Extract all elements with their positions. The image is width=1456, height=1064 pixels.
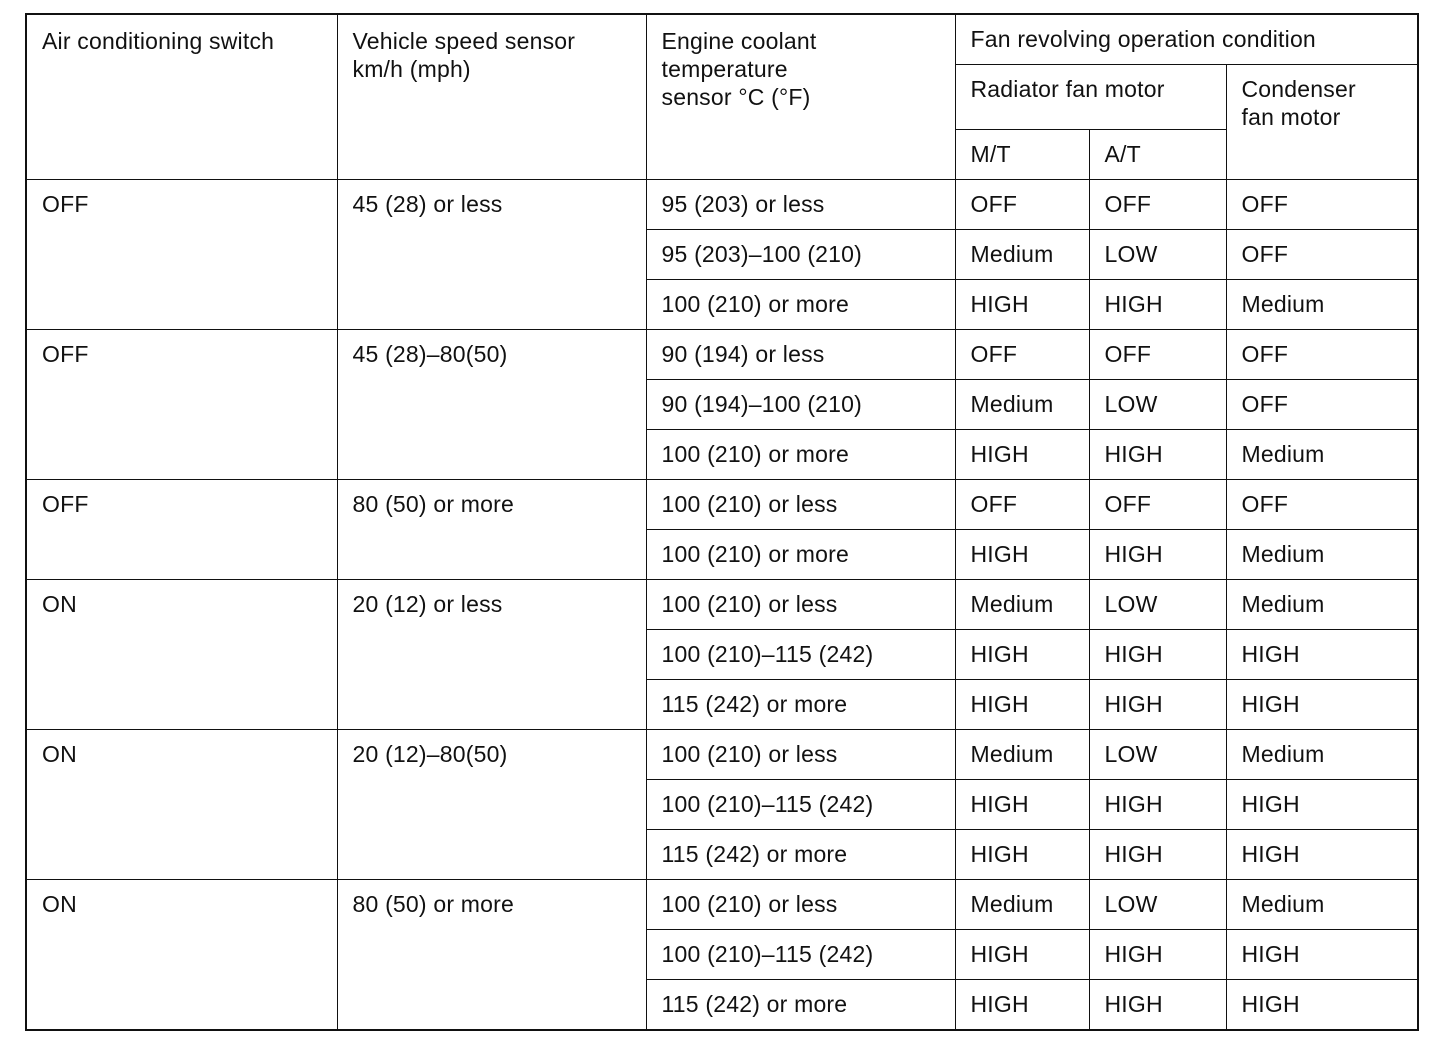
mt-cell: Medium: [955, 380, 1089, 430]
condenser-cell: Medium: [1226, 880, 1418, 930]
mt-cell: HIGH: [955, 930, 1089, 980]
at-cell: LOW: [1089, 880, 1226, 930]
condenser-cell: HIGH: [1226, 830, 1418, 880]
mt-cell: Medium: [955, 230, 1089, 280]
temp-cell: 95 (203)–100 (210): [646, 230, 955, 280]
temp-cell: 100 (210) or more: [646, 530, 955, 580]
at-cell: LOW: [1089, 230, 1226, 280]
mt-cell: HIGH: [955, 680, 1089, 730]
temp-cell: 100 (210)–115 (242): [646, 930, 955, 980]
mt-cell: OFF: [955, 480, 1089, 530]
mt-cell: Medium: [955, 580, 1089, 630]
mt-cell: OFF: [955, 330, 1089, 380]
at-cell: OFF: [1089, 480, 1226, 530]
table-row: [26, 480, 1418, 530]
condenser-cell: Medium: [1226, 530, 1418, 580]
header-radiator-fan: Radiator fan motor: [955, 64, 1226, 130]
at-cell: HIGH: [1089, 680, 1226, 730]
at-cell: HIGH: [1089, 430, 1226, 480]
table-row: [26, 580, 1418, 630]
ac-switch-cell: OFF: [26, 330, 337, 480]
header-mt: M/T: [955, 130, 1089, 180]
at-cell: HIGH: [1089, 780, 1226, 830]
mt-cell: OFF: [955, 180, 1089, 230]
table-row: [26, 880, 1418, 930]
mt-cell: HIGH: [955, 980, 1089, 1030]
temp-cell: 100 (210) or less: [646, 730, 955, 780]
condenser-cell: OFF: [1226, 480, 1418, 530]
at-cell: HIGH: [1089, 280, 1226, 330]
temp-cell: 100 (210) or less: [646, 580, 955, 630]
table-row: [26, 730, 1418, 780]
temp-cell: 90 (194) or less: [646, 330, 955, 380]
ac-switch-cell: ON: [26, 730, 337, 880]
condenser-cell: Medium: [1226, 280, 1418, 330]
at-cell: LOW: [1089, 580, 1226, 630]
condenser-cell: OFF: [1226, 330, 1418, 380]
mt-cell: Medium: [955, 880, 1089, 930]
mt-cell: HIGH: [955, 780, 1089, 830]
speed-cell: 20 (12)–80(50): [337, 730, 646, 880]
condenser-cell: HIGH: [1226, 780, 1418, 830]
temp-cell: 95 (203) or less: [646, 180, 955, 230]
temp-cell: 115 (242) or more: [646, 830, 955, 880]
condenser-cell: OFF: [1226, 180, 1418, 230]
speed-cell: 80 (50) or more: [337, 880, 646, 1030]
at-cell: HIGH: [1089, 630, 1226, 680]
ac-switch-cell: ON: [26, 580, 337, 730]
at-cell: HIGH: [1089, 980, 1226, 1030]
temp-cell: 100 (210) or more: [646, 280, 955, 330]
temp-cell: 115 (242) or more: [646, 680, 955, 730]
mt-cell: HIGH: [955, 830, 1089, 880]
header-row: [26, 14, 1418, 64]
header-at: A/T: [1089, 130, 1226, 180]
temp-cell: 100 (210) or less: [646, 480, 955, 530]
speed-cell: 45 (28)–80(50): [337, 330, 646, 480]
at-cell: LOW: [1089, 380, 1226, 430]
mt-cell: HIGH: [955, 430, 1089, 480]
temp-cell: 100 (210)–115 (242): [646, 630, 955, 680]
temp-cell: 90 (194)–100 (210): [646, 380, 955, 430]
condenser-cell: HIGH: [1226, 680, 1418, 730]
condenser-cell: HIGH: [1226, 930, 1418, 980]
header-ac-switch: Air conditioning switch: [26, 14, 337, 180]
condenser-cell: Medium: [1226, 580, 1418, 630]
condenser-cell: HIGH: [1226, 630, 1418, 680]
speed-cell: 45 (28) or less: [337, 180, 646, 330]
at-cell: LOW: [1089, 730, 1226, 780]
condenser-cell: Medium: [1226, 730, 1418, 780]
at-cell: OFF: [1089, 180, 1226, 230]
at-cell: HIGH: [1089, 530, 1226, 580]
at-cell: HIGH: [1089, 930, 1226, 980]
condenser-cell: HIGH: [1226, 980, 1418, 1030]
mt-cell: HIGH: [955, 280, 1089, 330]
speed-cell: 80 (50) or more: [337, 480, 646, 580]
mt-cell: HIGH: [955, 630, 1089, 680]
mt-cell: Medium: [955, 730, 1089, 780]
condenser-cell: OFF: [1226, 230, 1418, 280]
ac-switch-cell: ON: [26, 880, 337, 1030]
ac-switch-cell: OFF: [26, 180, 337, 330]
header-condenser-fan: Condenser fan motor: [1226, 64, 1418, 180]
at-cell: HIGH: [1089, 830, 1226, 880]
header-coolant-sensor: Engine coolant temperature sensor °C (°F): [646, 14, 955, 180]
ac-switch-cell: OFF: [26, 480, 337, 580]
table-row: [26, 180, 1418, 230]
condenser-cell: OFF: [1226, 380, 1418, 430]
speed-cell: 20 (12) or less: [337, 580, 646, 730]
at-cell: OFF: [1089, 330, 1226, 380]
temp-cell: 100 (210)–115 (242): [646, 780, 955, 830]
condenser-cell: Medium: [1226, 430, 1418, 480]
temp-cell: 115 (242) or more: [646, 980, 955, 1030]
mt-cell: HIGH: [955, 530, 1089, 580]
header-speed-sensor: Vehicle speed sensor km/h (mph): [337, 14, 646, 180]
header-fan-condition: Fan revolving operation condition: [955, 14, 1418, 64]
temp-cell: 100 (210) or less: [646, 880, 955, 930]
table-row: [26, 330, 1418, 380]
fan-operation-table: [25, 13, 1419, 1031]
temp-cell: 100 (210) or more: [646, 430, 955, 480]
